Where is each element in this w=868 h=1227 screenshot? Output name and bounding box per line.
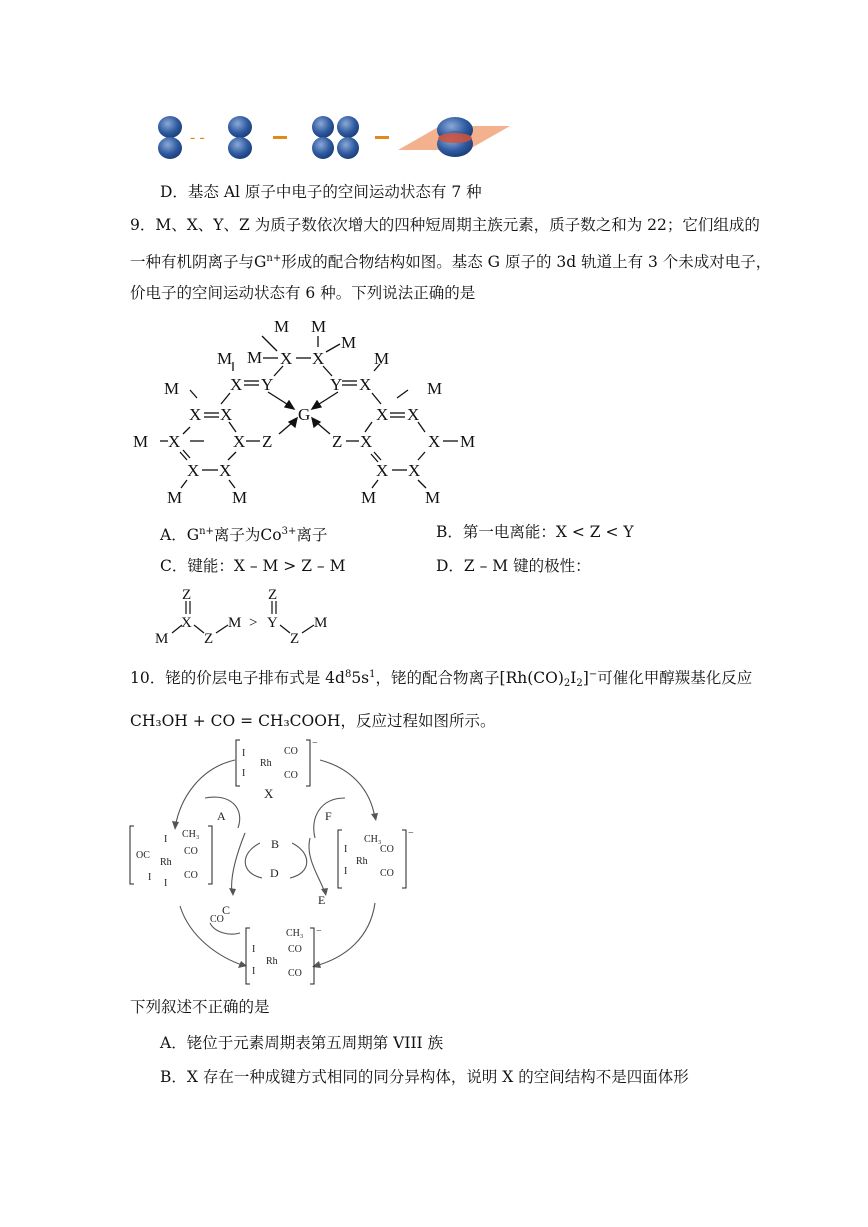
q10-option-b: B．X 存在一种成键方式相同的同分异构体，说明 X 的空间结构不是四面体形	[160, 1068, 689, 1086]
svg-text:A: A	[217, 809, 226, 823]
svg-text:CO: CO	[284, 746, 298, 757]
svg-text:M: M	[217, 349, 233, 368]
svg-text:Y: Y	[261, 375, 274, 394]
q10-catalytic-cycle	[120, 738, 430, 988]
rh-complex-left	[130, 826, 212, 889]
svg-text:Y: Y	[330, 375, 343, 394]
svg-text:Z: Z	[332, 432, 343, 451]
svg-text:CH₃: CH₃	[286, 928, 304, 939]
svg-text:X: X	[168, 432, 181, 451]
q10-equation-line: CH₃OH + CO = CH₃COOH，反应过程如图所示。	[130, 712, 496, 730]
svg-text:M: M	[167, 488, 183, 507]
svg-text:Z: Z	[182, 587, 192, 603]
q10-prompt: 下列叙述不正确的是	[130, 998, 270, 1016]
p-orbital-icon	[228, 116, 252, 159]
q9-option-a: A．$G^{n+}$离子为$Co^{3+}$离子	[160, 526, 328, 544]
svg-text:Rh: Rh	[260, 758, 272, 769]
svg-text:X: X	[408, 461, 421, 480]
svg-text:Z: Z	[204, 631, 214, 647]
svg-text:CO: CO	[210, 914, 224, 925]
svg-text:X: X	[230, 375, 243, 394]
svg-text:CO: CO	[380, 868, 394, 879]
greater-than-sign: >	[249, 615, 258, 631]
svg-text:M: M	[427, 379, 443, 398]
q10-stem-line1: 10．铑的价层电子排布式是 $4d^85s^1$，铑的配合物离子$[Rh(CO)_2I_2]^-$可催化甲醇羰基化反应	[130, 669, 753, 689]
svg-text:E: E	[318, 893, 326, 907]
svg-text:I: I	[148, 872, 152, 883]
svg-text:I: I	[242, 748, 246, 759]
svg-text:M: M	[460, 432, 476, 451]
svg-text:M: M	[247, 348, 263, 367]
rh-complex-right	[338, 828, 414, 888]
svg-text:X: X	[280, 349, 293, 368]
svg-text:Rh: Rh	[266, 956, 278, 967]
svg-text:G: G	[298, 405, 311, 424]
svg-text:X: X	[189, 405, 202, 424]
svg-text:X: X	[376, 461, 389, 480]
svg-text:M: M	[374, 349, 390, 368]
svg-text:F: F	[325, 809, 332, 823]
svg-text:M: M	[155, 631, 169, 647]
svg-text:X: X	[219, 461, 232, 480]
svg-text:M: M	[164, 379, 180, 398]
svg-text:M: M	[232, 488, 248, 507]
structure-atoms	[133, 317, 475, 507]
svg-text:X: X	[376, 405, 389, 424]
svg-text:−: −	[408, 828, 414, 839]
q9-stem-line1: 9．M、X、Y、Z 为质子数依次增大的四种短周期主族元素，质子数之和为 22；它们组成的	[130, 216, 760, 234]
svg-text:X: X	[359, 375, 372, 394]
svg-text:OC: OC	[136, 850, 150, 861]
q10-option-a: A．铑位于元素周期表第五周期第 VIII 族	[160, 1034, 444, 1052]
q9-stem-line2: 一种有机阴离子与$G^{n+}$形成的配合物结构如图。基态 G 原子的 3d 轨道上有 3 个未成对电子，	[130, 253, 772, 271]
svg-text:M: M	[361, 488, 377, 507]
svg-text:X: X	[187, 461, 200, 480]
svg-text:M: M	[274, 317, 290, 336]
svg-text:M: M	[228, 615, 242, 631]
q8-option-d: D．基态 Al 原子中电子的空间运动状态有 7 种	[160, 183, 482, 201]
svg-text:I: I	[252, 944, 256, 955]
rh-complex-bottom	[246, 926, 322, 984]
svg-text:Y: Y	[267, 615, 278, 631]
svg-text:I: I	[164, 878, 168, 889]
svg-text:I: I	[344, 866, 348, 877]
svg-text:Z: Z	[268, 587, 278, 603]
svg-text:M: M	[314, 615, 328, 631]
svg-text:CO: CO	[288, 968, 302, 979]
d-orbital-icon	[312, 116, 359, 159]
rh-complex-x	[236, 738, 318, 801]
svg-text:Z: Z	[290, 631, 300, 647]
svg-text:X: X	[312, 349, 325, 368]
svg-text:CH₃: CH₃	[182, 829, 200, 840]
svg-text:Rh: Rh	[160, 857, 172, 868]
svg-text:X: X	[181, 615, 192, 631]
svg-text:B: B	[271, 837, 280, 851]
svg-text:M: M	[425, 488, 441, 507]
svg-text:CO: CO	[288, 944, 302, 955]
svg-text:D: D	[270, 866, 279, 880]
svg-text:CO: CO	[284, 770, 298, 781]
q9-option-b: B．第一电离能：X < Z < Y	[436, 523, 634, 541]
svg-text:I: I	[242, 768, 246, 779]
svg-text:X: X	[220, 405, 233, 424]
svg-text:X: X	[264, 786, 274, 801]
p-orbital-icon	[158, 116, 182, 159]
svg-text:CO: CO	[380, 844, 394, 855]
svg-text:I: I	[164, 834, 168, 845]
svg-text:CO: CO	[184, 846, 198, 857]
svg-text:−: −	[312, 738, 318, 749]
svg-text:Rh: Rh	[356, 856, 368, 867]
svg-text:X: X	[428, 432, 441, 451]
dash-separator: - -	[190, 129, 205, 146]
dash-separator	[375, 136, 389, 139]
svg-text:I: I	[252, 966, 256, 977]
svg-text:M: M	[341, 333, 357, 352]
svg-text:Z: Z	[262, 432, 273, 451]
svg-text:X: X	[407, 405, 420, 424]
q9-option-c: C．键能：X – M > Z – M	[160, 557, 346, 575]
svg-text:−: −	[316, 926, 322, 937]
dz2-orbital-icon	[398, 117, 510, 157]
dash-separator	[273, 136, 287, 139]
svg-text:M: M	[133, 432, 149, 451]
q9-polarity-comparison	[150, 585, 350, 647]
svg-text:X: X	[360, 432, 373, 451]
svg-text:X: X	[233, 432, 246, 451]
q9-option-d: D．Z – M 键的极性：	[436, 557, 591, 575]
svg-text:CO: CO	[184, 870, 198, 881]
svg-text:I: I	[344, 844, 348, 855]
q9-complex-structure	[128, 314, 488, 510]
svg-text:M: M	[311, 317, 327, 336]
orbital-diagram	[150, 108, 520, 168]
svg-text:CH₃: CH₃	[364, 834, 382, 845]
svg-text:C: C	[222, 903, 231, 917]
q9-stem-line3: 价电子的空间运动状态有 6 种。下列说法正确的是	[130, 284, 476, 302]
